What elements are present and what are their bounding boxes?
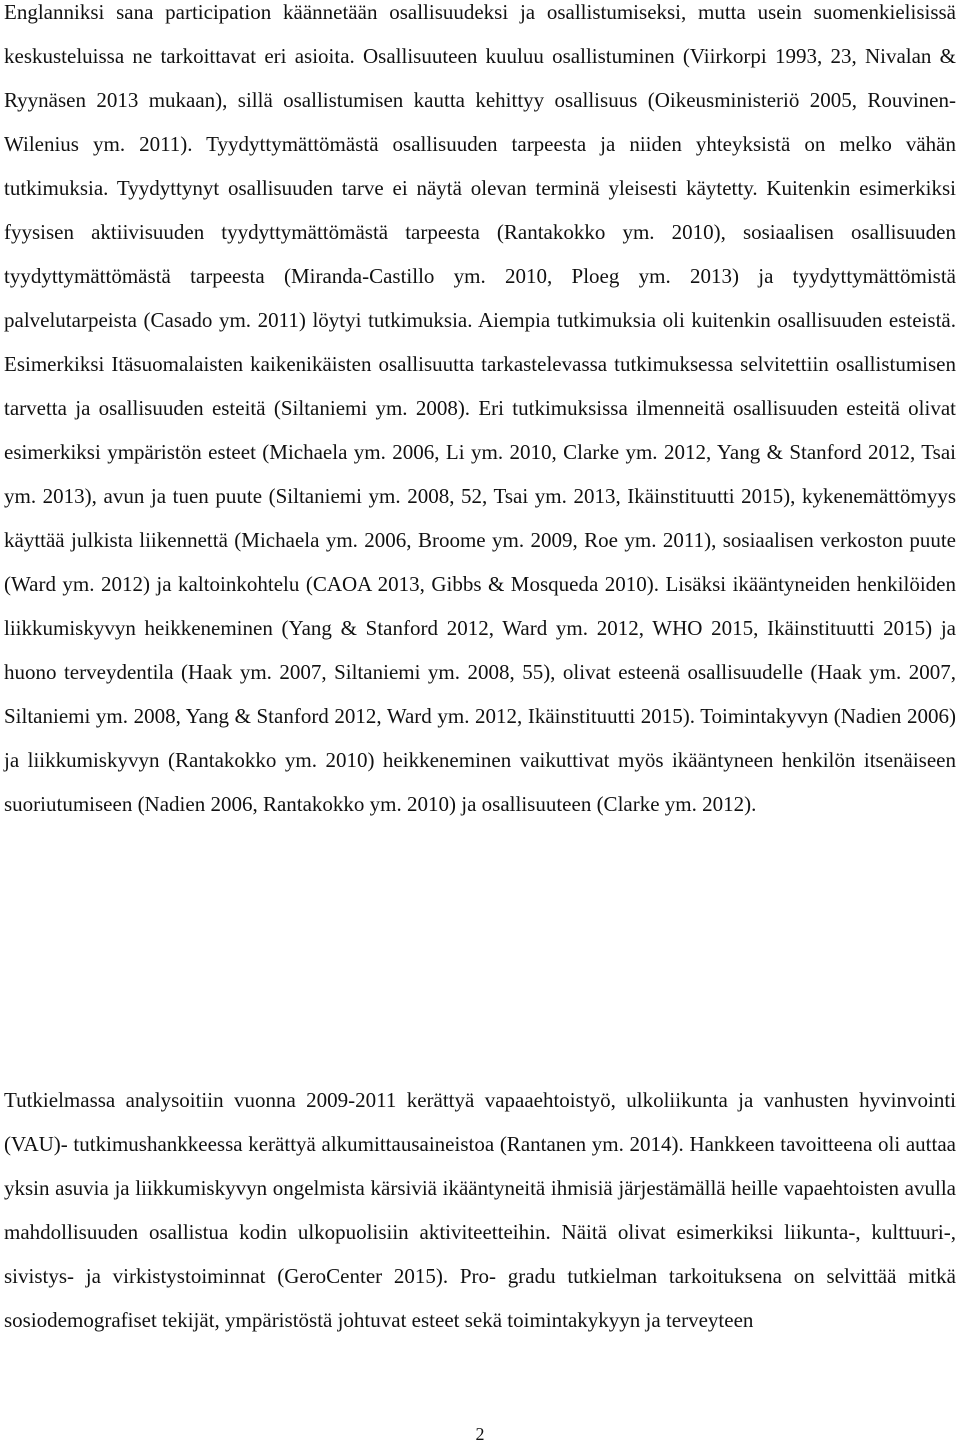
body-paragraph-study-data: Tutkielmassa analysoitiin vuonna 2009-2011 kerättyä vapaaehtoistyö, ulkoliikunta ja vanhusten hyvinvointi (VAU)- tutkimushankkeessa kerättyä alkumittausaineistoa (Rantanen ym. 2014). Hankkeen tavoitteena oli auttaa yksin asuvia ja liikkumiskyvyn ongelmista kärsiviä ikääntyneitä ihmisiä järjestämällä heille vapaehtoisten avulla mahdollisuuden osallistua kodin ulkopuolisiin aktiviteetteihin. Näitä olivat esimerkiksi liikunta-, kulttuuri-, sivistys- ja virkistystoiminnat (GeroCenter 2015). Pro- gradu tutkielman tarkoituksena on selvittää mitkä sosiodemografiset tekijät, ympäristöstä johtuvat esteet sekä toimintakykyyn ja terveyteen: [4, 1088, 956, 1332]
page-number: 2: [475, 1424, 485, 1444]
body-paragraph-participation: Englanniksi sana participation käännetään osallisuudeksi ja osallistumiseksi, mutta usein suomenkielisissä keskusteluissa ne tarkoittavat eri asioita. Osallisuuteen kuuluu osallistuminen (Viirkorpi 1993, 23, Nivalan & Ryynäsen 2013 mukaan), sillä osallistumisen kautta kehittyy osallisuus (Oikeusministeriö 2005, Rouvinen-Wilenius ym. 2011). Tyydyttymättömästä osallisuuden tarpeesta ja niiden yhteyksistä on melko vähän tutkimuksia. Tyydyttynyt osallisuuden tarve ei näytä olevan terminä yleisesti käytetty. Kuitenkin esimerkiksi fyysisen aktiivisuuden tyydyttymättömästä tarpeesta (Rantakokko ym. 2010), sosiaalisen osallisuuden tyydyttymättömästä tarpeesta (Miranda-Castillo ym. 2010, Ploeg ym. 2013) ja tyydyttymättömistä palvelutarpeista (Casado ym. 2011) löytyi tutkimuksia. Aiempia tutkimuksia oli kuitenkin osallisuuden esteistä. Esimerkiksi Itäsuomalaisten kaikenikäisten osallisuutta tarkastelevassa tutkimuksessa selvitettiin osallistumisen tarvetta ja osallisuuden esteitä (Siltaniemi ym. 2008). Eri tutkimuksissa ilmenneitä osallisuuden esteitä olivat esimerkiksi ympäristön esteet (Michaela ym. 2006, Li ym. 2010, Clarke ym. 2012, Yang & Stanford 2012, Tsai ym. 2013), avun ja tuen puute (Siltaniemi ym. 2008, 52, Tsai ym. 2013, Ikäinstituutti 2015), kykenemättömyys käyttää julkista liikennettä (Michaela ym. 2006, Broome ym. 2009, Roe ym. 2011), sosiaalisen verkoston puute (Ward ym. 2012) ja kaltoinkohtelu (CAOA 2013, Gibbs & Mosqueda 2010). Lisäksi ikääntyneiden henkilöiden liikkumiskyvyn heikkeneminen (Yang & Stanford 2012, Ward ym. 2012, WHO 2015, Ikäinstituutti 2015) ja huono terveydentila (Haak ym. 2007, Siltaniemi ym. 2008, 55), olivat esteenä osallisuudelle (Haak ym. 2007, Siltaniemi ym. 2008, Yang & Stanford 2012, Ward ym. 2012, Ikäinstituutti 2015). Toimintakyvyn (Nadien 2006) ja liikkumiskyvyn (Rantakokko ym. 2010) heikkeneminen vaikuttivat myös ikääntyneen henkilön itsenäiseen suoriutumiseen (Nadien 2006, Rantakokko ym. 2010) ja osallisuuteen (Clarke ym. 2012).: [4, 0, 956, 816]
